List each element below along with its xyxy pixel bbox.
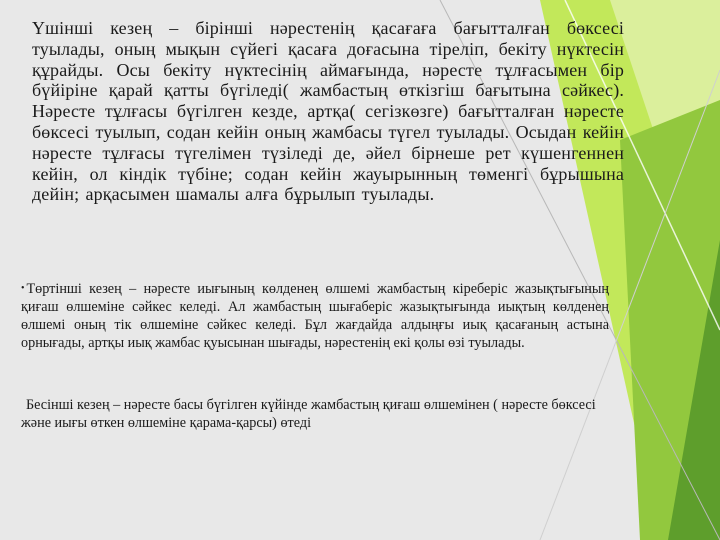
paragraph-stage-four-text: Төртінші кезең – нәресте иығының көлденең өлшемі жамбастың кіреберіс жазықтығының қиғаш өлшеміне сәйкес келеді. Ал жамбастың шығаберіс жазықтығында иықтың көлденең өлшемі оның тік өлшеміне сәйкес келеді. Бұл жағдайда алдыңғы иық қасағаның астына орнығады, артқы иық жамбас қуысынан шығады, нәрестенің екі қолы өзі туылады.	[21, 281, 609, 351]
paragraph-stage-four	[21, 280, 609, 352]
bullet-icon: •	[21, 283, 25, 294]
paragraph-stage-three: Үшінші кезең – бірінші нәрестенің қасағаға бағытталған бөксесі туылады, оның мықын сүйегі қасаға доғасына тіреліп, бекіту нүктесін құрайды. Осы бекіту нүктесінің аймағында, нәресте тұлғасымен бір бүйіріне қарай қатты бүгіледі( жамбастың өткізгіш бағытына сәйкес). Нәресте тұлғасы бүгілген кезде, артқа( сегізкөзге) бағытталған нәресте бөксесі туылып, содан кейін оның жамбасы түгел туылады. Осыдан кейін нәресте тұлғасы түгелімен түзіледі де, әйел бірнеше рет күшенгеннен кейін, ол кіндік түбіне; содан кейін жауырынның төменгі бұрышына дейін; арқасымен шамалы алға бұрылып туылады.	[32, 18, 624, 205]
paragraph-stage-five: Бесінші кезең – нәресте басы бүгілген күйінде жамбастың қиғаш өлшемінен ( нәресте бөксесі және иығы өткен өлшеміне қарама-қарсы) өтеді	[21, 397, 596, 431]
